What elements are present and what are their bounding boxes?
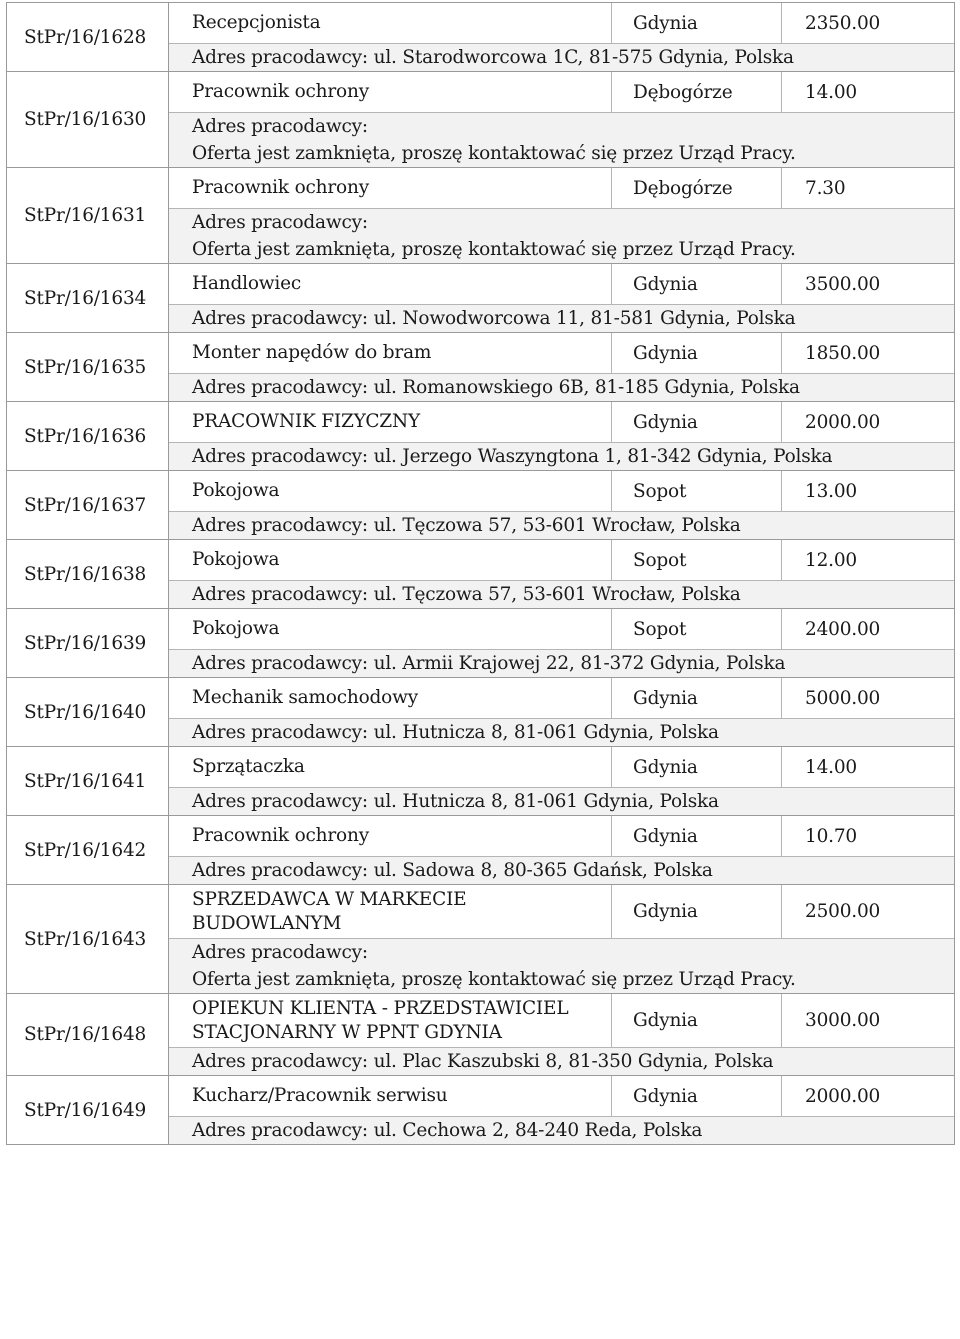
offer-id: StPr/16/1649 bbox=[7, 1076, 169, 1144]
job-title: Pracownik ochrony bbox=[192, 177, 369, 198]
listing-row bbox=[6, 264, 955, 333]
address-row bbox=[169, 719, 954, 746]
address-row bbox=[169, 209, 954, 263]
listing-row bbox=[6, 168, 955, 264]
job-city: Gdynia bbox=[612, 678, 782, 718]
employer-address: Adres pracodawcy: ul. Jerzego Waszyngtona 1, 81-342 Gdynia, Polska bbox=[192, 446, 833, 467]
job-row bbox=[169, 168, 954, 209]
job-salary: 1850.00 bbox=[805, 342, 881, 364]
job-salary: 12.00 bbox=[805, 549, 857, 571]
listing-body bbox=[169, 678, 954, 746]
job-row bbox=[169, 72, 954, 113]
offer-id: StPr/16/1638 bbox=[7, 540, 169, 608]
job-title-cell bbox=[169, 816, 612, 856]
job-city: Dębogórze bbox=[612, 72, 782, 112]
job-title: PRACOWNIK FIZYCZNY bbox=[192, 411, 420, 432]
job-row bbox=[169, 264, 954, 305]
listing-row bbox=[6, 402, 955, 471]
job-title: OPIEKUN KLIENTA - PRZEDSTAWICIEL STACJONARNY W PPNT GDYNIA bbox=[192, 997, 569, 1043]
job-salary: 10.70 bbox=[805, 825, 857, 847]
job-city: Gdynia bbox=[612, 1076, 782, 1116]
listing-body bbox=[169, 1076, 954, 1144]
job-row bbox=[169, 609, 954, 650]
listing-body bbox=[169, 168, 954, 263]
offer-id: StPr/16/1641 bbox=[7, 747, 169, 815]
address-row bbox=[169, 374, 954, 401]
listing-body bbox=[169, 994, 954, 1075]
listing-body bbox=[169, 609, 954, 677]
job-city: Sopot bbox=[612, 609, 782, 649]
job-title: Pracownik ochrony bbox=[192, 825, 369, 846]
job-title-cell bbox=[169, 333, 612, 373]
job-title-cell bbox=[169, 402, 612, 442]
offer-id: StPr/16/1637 bbox=[7, 471, 169, 539]
offer-id: StPr/16/1643 bbox=[7, 885, 169, 993]
job-title: Pracownik ochrony bbox=[192, 81, 369, 102]
closed-offer-note: Oferta jest zamknięta, proszę kontaktować się przez Urząd Pracy. bbox=[192, 239, 796, 260]
job-title-cell bbox=[169, 540, 612, 580]
address-row bbox=[169, 443, 954, 470]
job-title-cell bbox=[169, 471, 612, 511]
offer-id: StPr/16/1642 bbox=[7, 816, 169, 884]
job-salary: 2000.00 bbox=[805, 1085, 881, 1107]
listing-body bbox=[169, 747, 954, 815]
listing-row bbox=[6, 72, 955, 168]
job-city: Gdynia bbox=[612, 816, 782, 856]
job-city: Gdynia bbox=[612, 264, 782, 304]
employer-address: Adres pracodawcy: ul. Sadowa 8, 80-365 Gdańsk, Polska bbox=[192, 860, 713, 881]
job-salary: 2400.00 bbox=[805, 618, 881, 640]
job-listings-table bbox=[6, 2, 955, 1145]
listing-row bbox=[6, 994, 955, 1076]
job-city: Gdynia bbox=[612, 994, 782, 1047]
listing-row bbox=[6, 609, 955, 678]
offer-id: StPr/16/1636 bbox=[7, 402, 169, 470]
job-city: Sopot bbox=[612, 471, 782, 511]
listing-body bbox=[169, 816, 954, 884]
job-title: Sprzątaczka bbox=[192, 756, 305, 777]
offer-id: StPr/16/1640 bbox=[7, 678, 169, 746]
offer-id: StPr/16/1635 bbox=[7, 333, 169, 401]
job-title-cell bbox=[169, 72, 612, 112]
listing-row bbox=[6, 747, 955, 816]
job-salary: 7.30 bbox=[805, 177, 846, 199]
offer-id: StPr/16/1630 bbox=[7, 72, 169, 167]
employer-address: Adres pracodawcy: ul. Hutnicza 8, 81-061 Gdynia, Polska bbox=[192, 791, 719, 812]
employer-address: Adres pracodawcy: ul. Armii Krajowej 22, 81-372 Gdynia, Polska bbox=[192, 653, 786, 674]
address-row bbox=[169, 939, 954, 993]
job-salary: 3500.00 bbox=[805, 273, 881, 295]
listing-body bbox=[169, 3, 954, 71]
offer-id: StPr/16/1628 bbox=[7, 3, 169, 71]
job-row bbox=[169, 816, 954, 857]
job-row bbox=[169, 3, 954, 44]
job-row bbox=[169, 540, 954, 581]
address-row bbox=[169, 512, 954, 539]
employer-address: Adres pracodawcy: ul. Hutnicza 8, 81-061 Gdynia, Polska bbox=[192, 722, 719, 743]
job-city: Gdynia bbox=[612, 402, 782, 442]
listing-row bbox=[6, 471, 955, 540]
job-title-cell bbox=[169, 678, 612, 718]
job-salary: 14.00 bbox=[805, 81, 857, 103]
listing-row bbox=[6, 1076, 955, 1145]
job-title: Monter napędów do bram bbox=[192, 342, 432, 363]
job-title: SPRZEDAWCA W MARKECIE BUDOWLANYM bbox=[192, 888, 467, 934]
job-row bbox=[169, 1076, 954, 1117]
job-title: Mechanik samochodowy bbox=[192, 687, 419, 708]
job-row bbox=[169, 471, 954, 512]
employer-address: Adres pracodawcy: ul. Starodworcowa 1C, 81-575 Gdynia, Polska bbox=[192, 47, 794, 68]
job-title-cell bbox=[169, 609, 612, 649]
job-row bbox=[169, 402, 954, 443]
offer-id: StPr/16/1634 bbox=[7, 264, 169, 332]
employer-address: Adres pracodawcy: bbox=[192, 212, 368, 233]
employer-address: Adres pracodawcy: ul. Tęczowa 57, 53-601 Wrocław, Polska bbox=[192, 584, 741, 605]
listing-body bbox=[169, 885, 954, 993]
job-row bbox=[169, 333, 954, 374]
job-city: Dębogórze bbox=[612, 168, 782, 208]
address-row bbox=[169, 788, 954, 815]
address-row bbox=[169, 1048, 954, 1075]
listing-body bbox=[169, 471, 954, 539]
job-city: Sopot bbox=[612, 540, 782, 580]
job-title-cell bbox=[169, 168, 612, 208]
listing-row bbox=[6, 816, 955, 885]
job-salary: 2000.00 bbox=[805, 411, 881, 433]
job-row bbox=[169, 747, 954, 788]
job-title-cell bbox=[169, 264, 612, 304]
listing-row bbox=[6, 540, 955, 609]
address-row bbox=[169, 305, 954, 332]
listing-body bbox=[169, 402, 954, 470]
job-city: Gdynia bbox=[612, 747, 782, 787]
listing-row bbox=[6, 2, 955, 72]
listing-body bbox=[169, 333, 954, 401]
address-row bbox=[169, 857, 954, 884]
job-title: Handlowiec bbox=[192, 273, 302, 294]
job-city: Gdynia bbox=[612, 885, 782, 938]
job-title: Pokojowa bbox=[192, 618, 280, 639]
job-title-cell bbox=[169, 994, 612, 1047]
employer-address: Adres pracodawcy: ul. Cechowa 2, 84-240 Reda, Polska bbox=[192, 1120, 703, 1141]
listing-row bbox=[6, 885, 955, 994]
job-salary: 13.00 bbox=[805, 480, 857, 502]
job-title-cell bbox=[169, 3, 612, 43]
employer-address: Adres pracodawcy: ul. Nowodworcowa 11, 81-581 Gdynia, Polska bbox=[192, 308, 796, 329]
address-row bbox=[169, 44, 954, 71]
address-row bbox=[169, 1117, 954, 1144]
job-row bbox=[169, 678, 954, 719]
listing-row bbox=[6, 678, 955, 747]
job-title: Kucharz/Pracownik serwisu bbox=[192, 1085, 448, 1106]
job-salary: 2500.00 bbox=[805, 901, 881, 922]
closed-offer-note: Oferta jest zamknięta, proszę kontaktować się przez Urząd Pracy. bbox=[192, 969, 796, 990]
listing-body bbox=[169, 72, 954, 167]
job-city: Gdynia bbox=[612, 333, 782, 373]
job-salary: 5000.00 bbox=[805, 687, 881, 709]
offer-id: StPr/16/1631 bbox=[7, 168, 169, 263]
job-salary: 2350.00 bbox=[805, 12, 881, 34]
employer-address: Adres pracodawcy: ul. Tęczowa 57, 53-601 Wrocław, Polska bbox=[192, 515, 741, 536]
job-title-cell bbox=[169, 747, 612, 787]
listing-body bbox=[169, 540, 954, 608]
job-title-cell bbox=[169, 1076, 612, 1116]
job-title: Pokojowa bbox=[192, 480, 280, 501]
employer-address: Adres pracodawcy: ul. Romanowskiego 6B, 81-185 Gdynia, Polska bbox=[192, 377, 800, 398]
job-city: Gdynia bbox=[612, 3, 782, 43]
offer-id: StPr/16/1639 bbox=[7, 609, 169, 677]
job-salary: 14.00 bbox=[805, 756, 857, 778]
job-title: Recepcjonista bbox=[192, 12, 321, 33]
closed-offer-note: Oferta jest zamknięta, proszę kontaktować się przez Urząd Pracy. bbox=[192, 143, 796, 164]
listing-body bbox=[169, 264, 954, 332]
job-title-cell bbox=[169, 885, 612, 938]
job-row bbox=[169, 994, 954, 1048]
job-row bbox=[169, 885, 954, 939]
address-row bbox=[169, 113, 954, 167]
job-salary: 3000.00 bbox=[805, 1010, 881, 1031]
job-title: Pokojowa bbox=[192, 549, 280, 570]
address-row bbox=[169, 650, 954, 677]
address-row bbox=[169, 581, 954, 608]
listing-row bbox=[6, 333, 955, 402]
offer-id: StPr/16/1648 bbox=[7, 994, 169, 1075]
employer-address: Adres pracodawcy: bbox=[192, 942, 368, 963]
employer-address: Adres pracodawcy: bbox=[192, 116, 368, 137]
employer-address: Adres pracodawcy: ul. Plac Kaszubski 8, 81-350 Gdynia, Polska bbox=[192, 1051, 774, 1072]
